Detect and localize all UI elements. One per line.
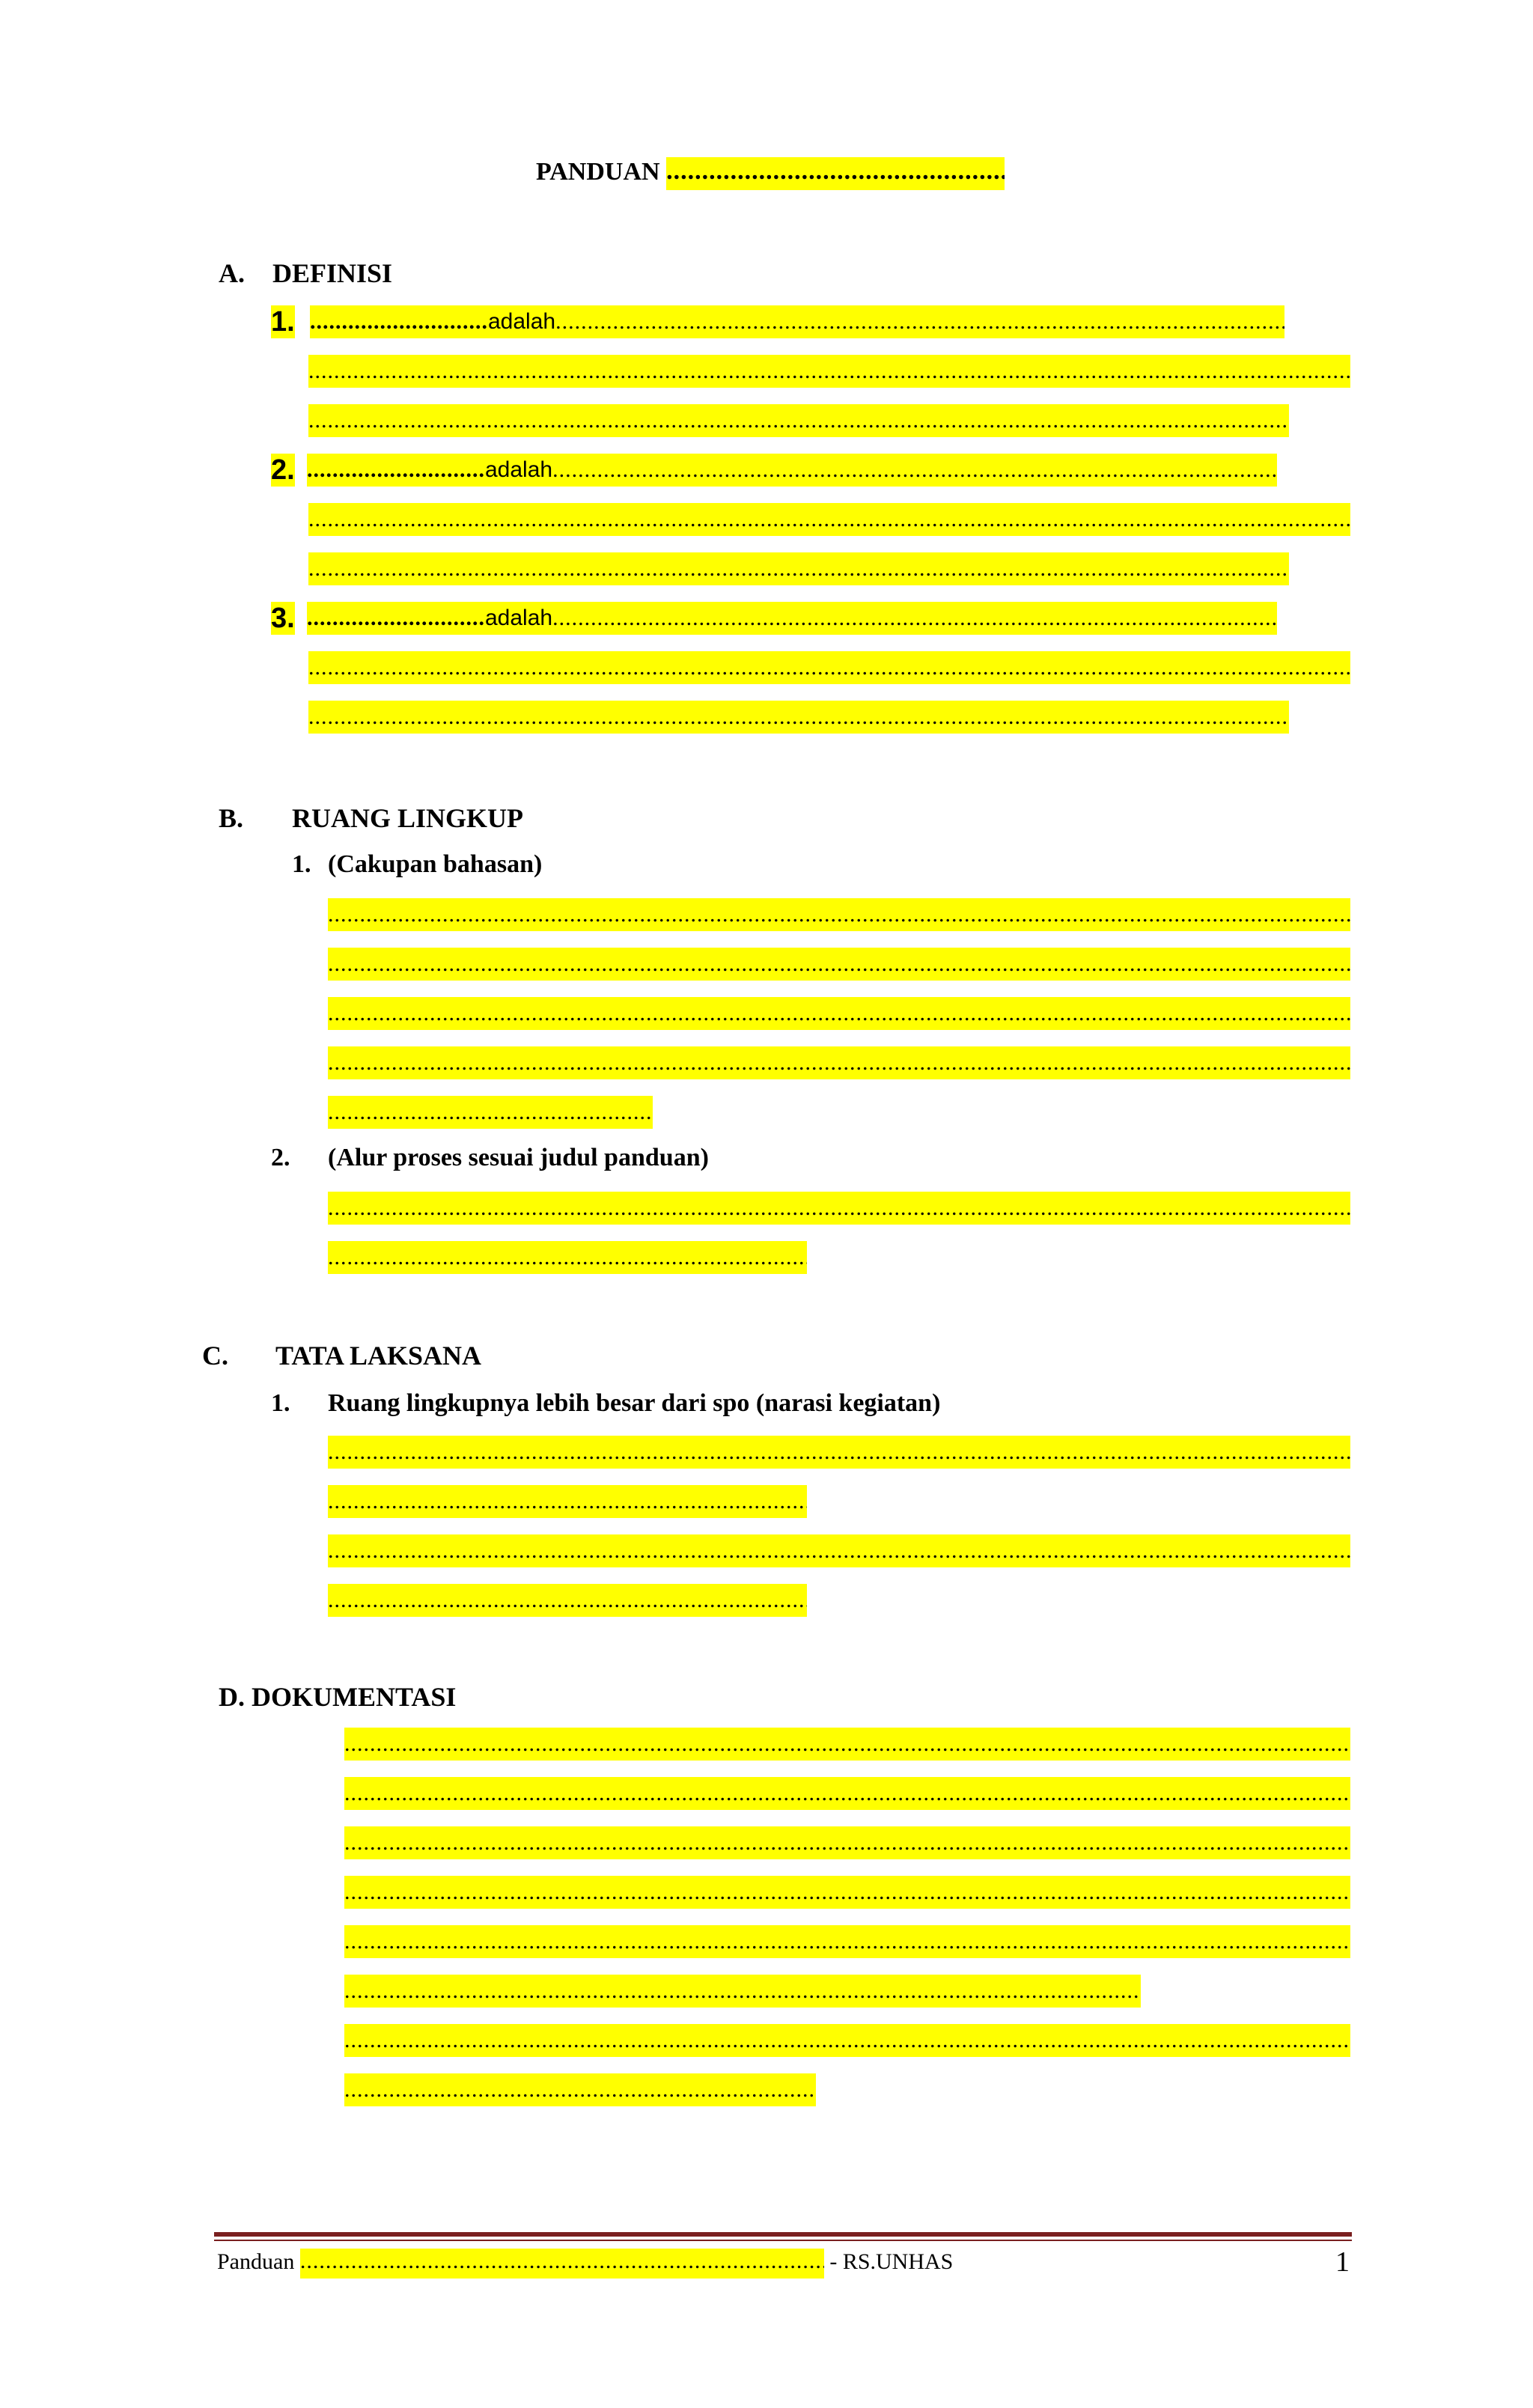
fill-line[interactable]	[328, 1534, 1350, 1567]
fill-line[interactable]	[344, 1777, 1350, 1810]
section-b-heading: RUANG LINGKUP	[292, 803, 524, 833]
footer-divider-thin	[214, 2240, 1352, 2241]
fill-line[interactable]	[328, 997, 1350, 1030]
fill-line[interactable]	[328, 948, 1350, 981]
fill-line[interactable]	[308, 701, 1289, 734]
definition-number: 3.	[271, 603, 295, 634]
list-number: 1.	[271, 1389, 290, 1417]
fill-line[interactable]	[308, 355, 1350, 388]
fill-line[interactable]	[344, 1728, 1350, 1761]
definition-word: adalah	[485, 606, 553, 630]
definition-line[interactable]	[307, 602, 1277, 635]
title-text: PANDUAN	[536, 157, 660, 186]
fill-line[interactable]	[328, 1046, 1350, 1079]
section-a-heading: DEFINISI	[272, 258, 393, 288]
footer-suffix: - RS.UNHAS	[829, 2249, 954, 2274]
title-placeholder[interactable]	[666, 157, 1005, 190]
definition-word: adalah	[488, 309, 556, 334]
fill-line[interactable]	[328, 1241, 807, 1274]
definition-term: ............................	[307, 457, 485, 482]
fill-line[interactable]	[328, 1436, 1350, 1469]
fill-line[interactable]	[308, 651, 1350, 684]
fill-line[interactable]	[328, 1096, 653, 1129]
fill-line[interactable]	[328, 1584, 807, 1617]
list-item-heading: (Cakupan bahasan)	[328, 850, 543, 878]
page-number: 1	[1335, 2246, 1350, 2278]
definition-line[interactable]	[310, 305, 1284, 338]
fill-line[interactable]	[308, 552, 1289, 585]
list-item-heading: (Alur proses sesuai judul panduan)	[328, 1144, 709, 1171]
fill-line[interactable]	[308, 503, 1350, 536]
definition-term: ............................	[310, 309, 488, 334]
list-number: 2.	[271, 1144, 290, 1171]
section-b-label: B.	[219, 803, 244, 833]
fill-line[interactable]	[308, 404, 1289, 437]
fill-line[interactable]	[344, 1876, 1350, 1909]
definition-word: adalah	[485, 457, 553, 482]
footer-divider	[214, 2232, 1352, 2237]
definition-number: 1.	[271, 306, 295, 338]
definition-line[interactable]	[307, 454, 1277, 487]
footer-placeholder[interactable]	[300, 2249, 824, 2279]
fill-line[interactable]	[344, 1826, 1350, 1859]
list-number: 1.	[292, 850, 311, 878]
fill-line[interactable]	[344, 1975, 1141, 2008]
fill-line[interactable]	[328, 1485, 807, 1518]
fill-line[interactable]	[344, 1925, 1350, 1958]
section-d-heading: D. DOKUMENTASI	[219, 1682, 457, 1712]
fill-line[interactable]	[344, 2073, 816, 2106]
section-a-label: A.	[219, 258, 245, 288]
footer-prefix: Panduan	[217, 2249, 295, 2274]
fill-line[interactable]	[328, 1192, 1350, 1225]
section-c-heading: TATA LAKSANA	[275, 1341, 482, 1371]
fill-line[interactable]	[328, 898, 1350, 931]
definition-number: 2.	[271, 454, 295, 486]
list-item-heading: Ruang lingkupnya lebih besar dari spo (narasi kegiatan)	[328, 1389, 941, 1417]
footer	[217, 2249, 953, 2279]
fill-line[interactable]	[344, 2024, 1350, 2057]
document-title	[536, 157, 1005, 190]
definition-term: ............................	[307, 606, 485, 630]
section-c-label: C.	[202, 1341, 228, 1371]
